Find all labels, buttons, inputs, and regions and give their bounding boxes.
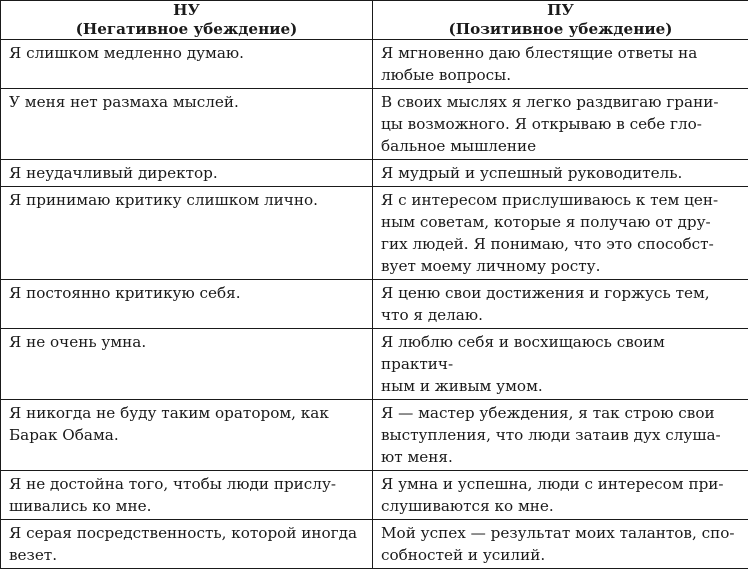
cell-text-line: Я принимаю критику слишком лично.	[9, 189, 364, 211]
cell-text-line: Я никогда не буду таким оратором, как	[9, 402, 364, 424]
table-row	[1, 280, 748, 329]
table-row	[1, 520, 748, 569]
cell-text-line: Я — мастер убеждения, я так строю свои	[381, 402, 740, 424]
cell-text-line: Мой успех — результат моих талантов, спо-	[381, 522, 740, 544]
header-negative	[1, 1, 373, 40]
table-row	[1, 89, 748, 160]
table-row	[1, 40, 748, 89]
header-positive-full: (Позитивное убеждение)	[381, 20, 740, 39]
positive-belief-cell	[373, 160, 748, 187]
negative-belief-cell	[1, 400, 373, 471]
positive-belief-cell	[373, 520, 748, 569]
cell-text-line: Я не достойна того, чтобы люди прислу-	[9, 473, 364, 495]
cell-text-line: что я делаю.	[381, 304, 740, 326]
table-row	[1, 471, 748, 520]
cell-text-line: У меня нет размаха мыслей.	[9, 91, 364, 113]
cell-text-line: Я ценю свои достижения и горжусь тем,	[381, 282, 740, 304]
cell-text-line: собностей и усилий.	[381, 544, 740, 566]
cell-text-line: слушиваются ко мне.	[381, 495, 740, 517]
cell-text-line: бальное мышление	[381, 135, 740, 157]
positive-belief-cell	[373, 280, 748, 329]
cell-text-line: цы возможного. Я открываю в себе гло-	[381, 113, 740, 135]
header-negative-abbr: НУ	[9, 1, 364, 20]
header-positive-abbr: ПУ	[381, 1, 740, 20]
positive-belief-cell	[373, 329, 748, 400]
negative-belief-cell	[1, 160, 373, 187]
negative-belief-cell	[1, 520, 373, 569]
cell-text-line: Я слишком медленно думаю.	[9, 42, 364, 64]
table-row	[1, 400, 748, 471]
cell-text-line: Я не очень умна.	[9, 331, 364, 353]
cell-text-line: гих людей. Я понимаю, что это способст-	[381, 233, 740, 255]
negative-belief-cell	[1, 329, 373, 400]
cell-text-line: В своих мыслях я легко раздвигаю грани-	[381, 91, 740, 113]
cell-text-line: Я серая посредственность, которой иногда	[9, 522, 364, 544]
cell-text-line: шивались ко мне.	[9, 495, 364, 517]
cell-text-line: ным и живым умом.	[381, 375, 740, 397]
cell-text-line: ным советам, которые я получаю от дру-	[381, 211, 740, 233]
positive-belief-cell	[373, 471, 748, 520]
cell-text-line: Я постоянно критикую себя.	[9, 282, 364, 304]
cell-text-line: вует моему личному росту.	[381, 255, 740, 277]
header-negative-full: (Негативное убеждение)	[9, 20, 364, 39]
cell-text-line: Барак Обама.	[9, 424, 364, 446]
positive-belief-cell	[373, 40, 748, 89]
positive-belief-cell	[373, 89, 748, 160]
table-body	[1, 40, 748, 569]
cell-text-line: Я неудачливый директор.	[9, 162, 364, 184]
table-row	[1, 329, 748, 400]
cell-text-line: Я умна и успешна, люди с интересом при-	[381, 473, 740, 495]
cell-text-line: везет.	[9, 544, 364, 566]
negative-belief-cell	[1, 89, 373, 160]
negative-belief-cell	[1, 471, 373, 520]
cell-text-line: ют меня.	[381, 446, 740, 468]
cell-text-line: любые вопросы.	[381, 64, 740, 86]
positive-belief-cell	[373, 400, 748, 471]
negative-belief-cell	[1, 40, 373, 89]
negative-belief-cell	[1, 187, 373, 280]
cell-text-line: выступления, что люди затаив дух слуша-	[381, 424, 740, 446]
negative-belief-cell	[1, 280, 373, 329]
cell-text-line: Я мгновенно даю блестящие ответы на	[381, 42, 740, 64]
header-row	[1, 1, 748, 40]
header-positive	[373, 1, 748, 40]
table-row	[1, 187, 748, 280]
positive-belief-cell	[373, 187, 748, 280]
cell-text-line: Я с интересом прислушиваюсь к тем цен-	[381, 189, 740, 211]
table-row	[1, 160, 748, 187]
cell-text-line: Я мудрый и успешный руководитель.	[381, 162, 740, 184]
cell-text-line: Я люблю себя и восхищаюсь своим практич-	[381, 331, 740, 375]
